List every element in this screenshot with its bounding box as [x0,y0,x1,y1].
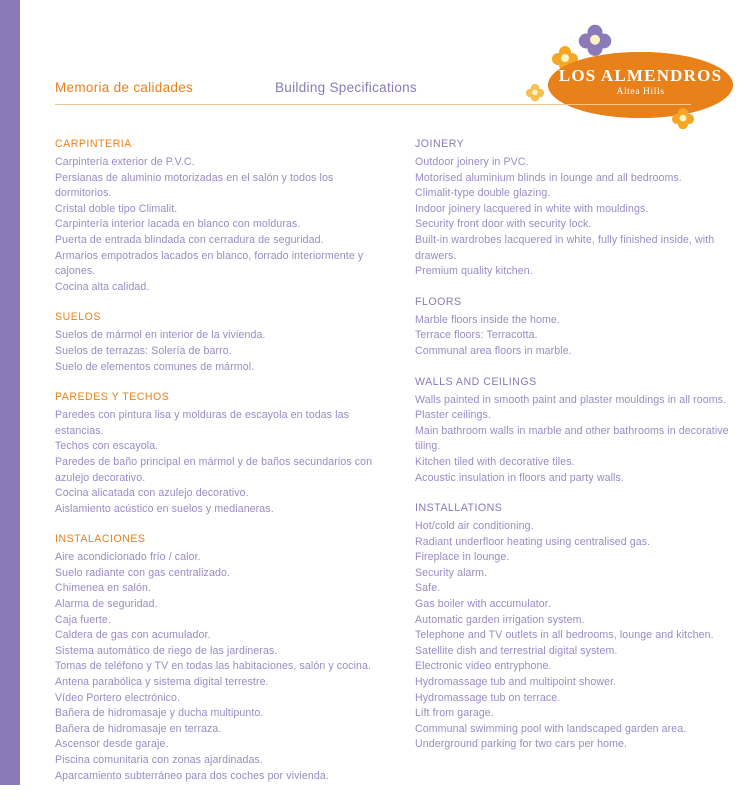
logo-title: LOS ALMENDROS [558,66,723,85]
header-divider [55,104,691,105]
spec-line: Caldera de gas con acumulador. [55,629,211,642]
spec-line: Carpintería interior lacada en blanco con molduras. [55,218,301,231]
spec-line: Main bathroom walls in marble and other bathrooms in decorative [415,424,729,437]
spec-line: Plaster ceilings. [415,409,491,422]
spec-line: Gas boiler with accumulator. [415,598,551,611]
spec-line: Cocina alicatada con azulejo decorativo. [55,487,249,500]
left-accent-bar [0,0,20,785]
spec-line: Caja fuerte. [55,613,111,626]
column-spanish [55,138,375,800]
spec-line: Paredes de baño principal en mármol y de baños secundarios con [55,455,373,468]
spec-line: Aire acondicionado frío / calor. [55,551,201,564]
spec-line: Kitchen tiled with decorative tiles. [415,455,575,468]
section-title: INSTALLATIONS [415,502,503,515]
spec-line: azulejo decorativo. [55,471,146,484]
spec-line: Suelo radiante con gas centralizado. [55,566,230,579]
section-title: WALLS AND CEILINGS [415,375,537,388]
spec-line: Carpintería exterior de P.V.C. [55,156,195,168]
spec-line: Climalit-type double glazing. [415,187,551,200]
spec-line: Antena parabólica y sistema digital terrestre. [55,676,269,689]
spec-line: Motorised aluminium blinds in lounge and all bedrooms. [415,171,682,184]
spec-line: tiling. [415,440,441,453]
spec-line: Bañera de hidromasaje y ducha multipunto. [55,707,264,720]
spec-section [55,533,375,784]
spec-section [55,138,375,295]
spec-line: Chimenea en salón. [55,582,152,595]
spec-line: Tomas de teléfono y TV en todas las habitaciones, salón y cocina. [55,660,372,673]
spec-section [55,391,375,517]
spec-line: Terrace floors: Terracotta. [415,329,538,342]
spec-line: Ascensor desde garaje. [55,738,169,751]
spec-line: Acoustic insulation in floors and party walls. [415,471,624,484]
page-title-spanish: Memoria de calidades [55,80,194,95]
spec-line: Outdoor joinery in PVC. [415,156,529,168]
spec-section [415,376,735,487]
section-title: PAREDES Y TECHOS [55,391,170,404]
spec-line: Fireplace in lounge. [415,551,510,564]
spec-line: Aislamiento acústico en suelos y medianeras. [55,502,274,515]
spec-line: Lift from garage. [415,707,494,720]
spec-line: Telephone and TV outlets in all bedrooms, lounge and kitchen. [415,629,714,642]
spec-line: Bañera de hidromasaje en terraza. [55,722,222,735]
spec-line: Walls painted in smooth paint and plaster mouldings in all rooms. [415,393,727,406]
spec-line: Sistema automático de riego de las jardineras. [55,644,278,657]
spec-section [415,138,735,280]
spec-line: Hot/cold air conditioning. [415,520,534,533]
spec-line: Suelo de elementos comunes de mármol. [55,360,255,373]
spec-line: Vídeo Portero electrónico. [55,691,181,704]
spec-line: Aparcamiento subterráneo para dos coches por vivienda. [55,769,329,782]
spec-line: Persianas de aluminio motorizadas en el salón y todos los dormitorios. [55,171,334,200]
logo [520,22,735,127]
spec-line: Communal swimming pool with landscaped garden area. [415,722,687,735]
page-header [55,80,695,102]
spec-line: Communal area floors in marble. [415,344,572,357]
section-title: JOINERY [415,138,465,150]
spec-line: Paredes con pintura lisa y molduras de escayola en todas las estancias. [55,409,349,437]
spec-line: Piscina comunitaria con zonas ajardinadas. [55,754,263,766]
spec-line: cajones. [55,265,96,278]
spec-line: Techos con escayola. [55,440,159,453]
spec-line: Armarios empotrados lacados en blanco, forrado interiormente y [55,249,364,262]
spec-line: Premium quality kitchen. [415,265,533,278]
spec-line: Satellite dish and terrestrial digital system. [415,644,618,657]
spec-line: Safe. [415,582,441,595]
spec-line: Suelos de terrazas: Solería de barro. [55,344,232,357]
spec-line: Alarma de seguridad. [55,598,158,611]
spec-section [55,311,375,375]
spec-line: Hydromassage tub and multipoint shower. [415,676,617,689]
spec-section [415,502,735,753]
flower-icon-purple [579,25,612,58]
section-title: SUELOS [55,311,101,324]
spec-line: Puerta de entrada blindada con cerradura de seguridad. [55,233,324,246]
spec-line: Security front door with security lock. [415,218,592,231]
spec-line: Suelos de mármol en interior de la vivienda. [55,329,266,342]
spec-line: Cocina alta calidad. [55,280,150,293]
logo-subtitle: Altea Hills [616,87,665,97]
spec-line: Security alarm. [415,566,488,579]
spec-line: Underground parking for two cars per home. [415,738,628,751]
section-title: INSTALACIONES [55,533,146,546]
spec-section [415,296,735,360]
spec-line: Marble floors inside the home. [415,313,560,326]
spec-line: Built-in wardrobes lacquered in white, fully finished inside, with [415,233,715,246]
spec-line: drawers. [415,249,457,262]
flower-icon-orange-bottom [672,108,694,130]
section-title: CARPINTERIA [55,138,132,150]
spec-line: Electronic video entryphone. [415,660,552,673]
spec-line: Radiant underfloor heating using centralised gas. [415,535,651,548]
page-title-english: Building Specifications [275,80,417,95]
spec-line: Cristal doble tipo Climalit. [55,202,178,215]
spec-line: Automatic garden irrigation system. [415,613,585,626]
spec-line: Hydromassage tub on terrace. [415,691,561,704]
section-title: FLOORS [415,295,462,308]
spec-line: Indoor joinery lacquered in white with mouldings. [415,202,649,215]
column-english [415,138,735,769]
